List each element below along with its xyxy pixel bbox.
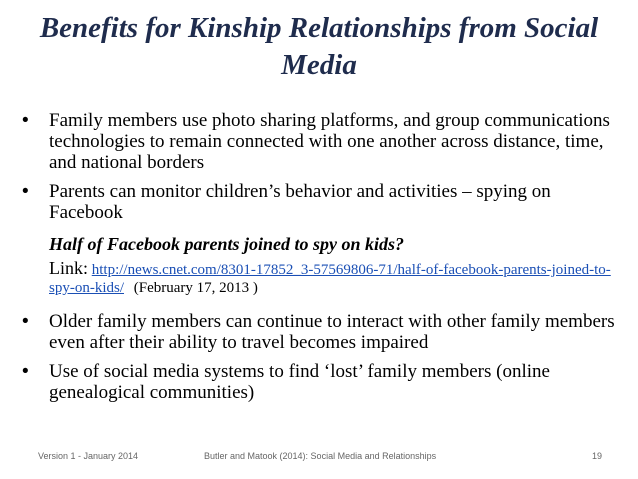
bullet-item: [22, 311, 622, 353]
article-reference: [49, 233, 622, 297]
bullet-marker: •: [22, 361, 29, 382]
article-date: (February 17, 2013 ): [133, 280, 258, 296]
article-title: Half of Facebook parents joined to spy on kids?: [49, 234, 404, 254]
link-label: Link:: [49, 258, 88, 278]
page-number: 19: [592, 451, 603, 461]
bullet-text: Older family members can continue to interact with other family members even after their ability to travel becomes impaired: [49, 311, 615, 353]
bullet-marker: •: [22, 181, 29, 202]
article-link[interactable]: http://news.cnet.com/8301-17852_3-57569806-71/half-of-facebook-parents-joined-to-spy-on-kids/: [49, 262, 611, 296]
article-link-line: [49, 259, 622, 297]
bullet-marker: •: [22, 311, 29, 332]
bullet-marker: •: [22, 110, 29, 131]
footer-version: Version 1 - January 2014: [38, 451, 139, 461]
bullet-list: [22, 110, 622, 403]
bullet-text: Family members use photo sharing platforms, and group communications technologies to remain connected with one another across distance, time, and national borders: [49, 110, 610, 173]
slide-footer: [0, 451, 638, 467]
bullet-text: Parents can monitor children’s behavior and activities – spying on Facebook: [49, 181, 551, 223]
footer-citation: Butler and Matook (2014): Social Media and Relationships: [204, 451, 437, 461]
bullet-item: [22, 110, 622, 173]
bullet-item: [22, 181, 622, 223]
slide-title: Benefits for Kinship Relationships from Social Media: [39, 12, 599, 81]
bullet-text: Use of social media systems to find ‘lost’ family members (online genealogical communities): [49, 361, 550, 403]
bullet-item: [22, 361, 622, 403]
